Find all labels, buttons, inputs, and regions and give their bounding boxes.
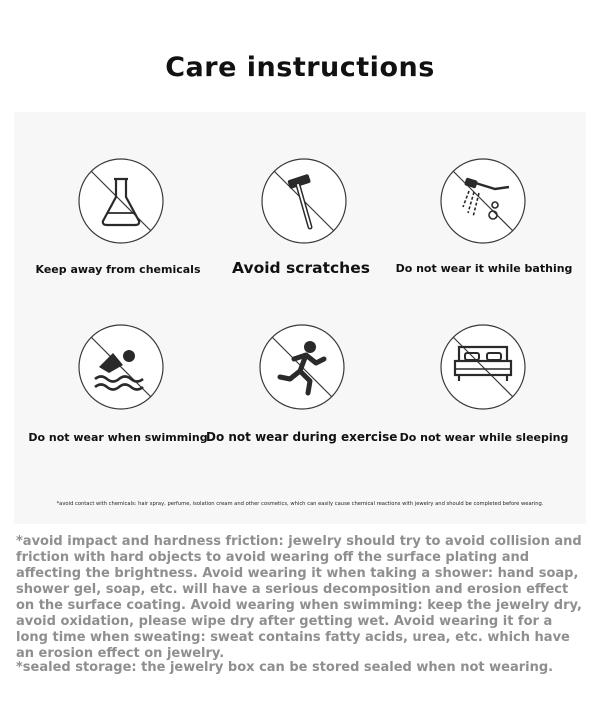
shower-icon	[439, 157, 527, 245]
runner-icon	[258, 323, 346, 411]
care-icons-panel	[14, 112, 586, 524]
label-swimming: Do not wear when swimming	[28, 431, 208, 444]
label-sleeping: Do not wear while sleeping	[399, 431, 569, 444]
page-title: Care instructions	[165, 52, 435, 83]
label-chemicals: Keep away from chemicals	[35, 263, 201, 276]
hammer-icon	[260, 157, 348, 245]
care-paragraph: *avoid impact and hardness friction: jewelry should try to avoid collision and friction with hard objects to avoid wearing off the surface plating and affecting the brightness. Avoid wearing it when taking a shower: hand soap, shower gel, soap, etc. will have a serious decomposition and erosion effect on the surface coating. Avoid wearing when swimming: keep the jewelry dry, avoid oxidation, please wipe dry after getting wet. Avoid wearing it for a long time when sweating: sweat contains fatty acids, urea, etc. which have an erosion effect on jewelry.	[16, 534, 582, 661]
label-exercise: Do not wear during exercise	[206, 430, 398, 444]
label-bathing: Do not wear it while bathing	[395, 262, 573, 275]
bed-icon	[439, 323, 527, 411]
storage-note: *sealed storage: the jewelry box can be stored sealed when not wearing.	[16, 660, 554, 675]
label-scratches: Avoid scratches	[232, 259, 370, 277]
swimmer-icon	[77, 323, 165, 411]
chemicals-footnote: *avoid contact with chemicals: hair spray, perfume, isolation cream and other cosmetics, which can easily cause chemical reactions with jewelry and should be completed before wearing.	[56, 501, 544, 507]
chemical-flask-icon	[77, 157, 165, 245]
